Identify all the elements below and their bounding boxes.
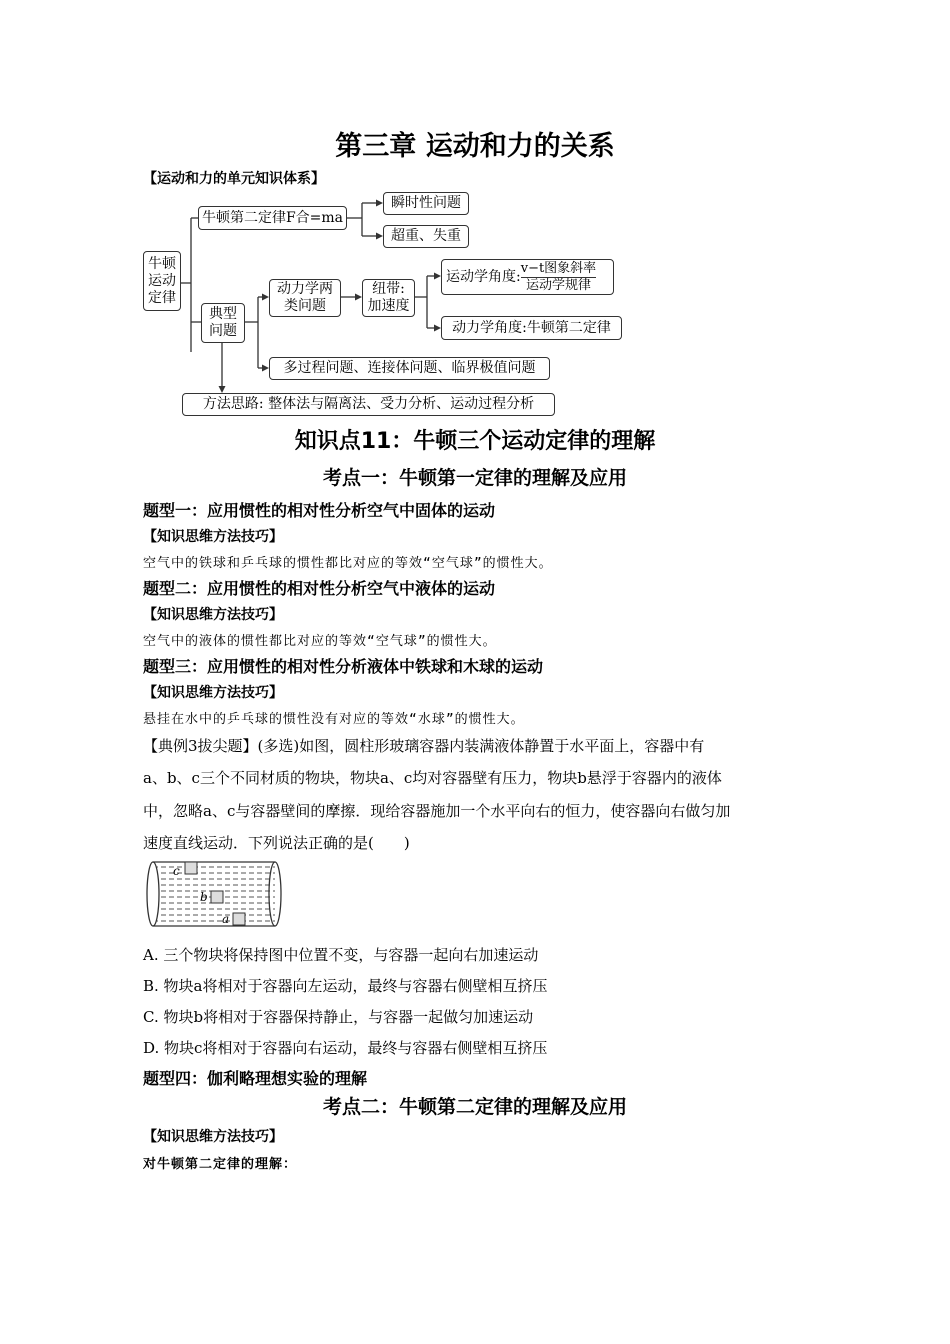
link-box xyxy=(362,279,415,317)
text-4: 对牛顿第二定律的理解： xyxy=(143,1157,298,1172)
tixing-4-heading: 题型四：伽利略理想实验的理解 xyxy=(143,1069,368,1088)
page-title: 第三章 运动和力的关系 xyxy=(335,131,615,162)
example-line-3: 中，忽略a、c与容器壁间的摩擦．现给容器施加一个水平向右的恒力，使容器向右做匀加 xyxy=(143,802,731,820)
text-1: 空气中的铁球和乒乓球的惯性都比对应的等效“空气球”的惯性大。 xyxy=(143,556,553,571)
tixing-1-heading: 题型一：应用惯性的相对性分析空气中固体的运动 xyxy=(143,501,496,520)
overweight-label: 超重、失重 xyxy=(391,228,461,244)
link-label: 纽带:加速度 xyxy=(367,281,410,314)
kinematics-top: v−t图象斜率 xyxy=(520,260,597,276)
unit-system-label: 【运动和力的单元知识体系】 xyxy=(143,171,325,187)
root-box xyxy=(143,251,181,311)
option-c: C. 物块b将相对于容器保持静止，与容器一起做匀加速运动 xyxy=(143,1008,534,1026)
dynamics-box xyxy=(441,316,622,340)
root-label: 牛顿运动定律 xyxy=(148,255,176,306)
label-a: a xyxy=(222,912,230,926)
option-d: D. 物块c将相对于容器向右运动，最终与容器右侧壁相互挤压 xyxy=(143,1039,548,1057)
option-a: A. 三个物块将保持图中位置不变，与容器一起向右加速运动 xyxy=(143,946,539,964)
method-box xyxy=(182,393,555,416)
kinematics-prefix: 运动学角度: xyxy=(446,268,521,285)
two-types-box xyxy=(269,279,341,317)
knowledge-point-heading: 知识点11：牛顿三个运动定律的理解 xyxy=(294,429,656,454)
example-line-2: a、b、c三个不同材质的物块，物块a、c均对容器壁有压力，物块b悬浮于容器内的液体 xyxy=(143,769,722,787)
dynamics-label: 动力学角度:牛顿第二定律 xyxy=(452,319,611,336)
label-c: c xyxy=(173,864,180,878)
text-3: 悬挂在水中的乒乓球的惯性没有对应的等效“水球”的惯性大。 xyxy=(143,712,525,727)
instant-box xyxy=(383,192,469,215)
typical-box xyxy=(201,303,245,343)
tips-4: 【知识思维方法技巧】 xyxy=(143,1129,283,1145)
kinematics-fraction xyxy=(521,261,596,294)
example-line-1: 【典例3拔尖题】(多选)如图，圆柱形玻璃容器内装满液体静置于水平面上，容器中有 xyxy=(143,737,705,755)
multi-label: 多过程问题、连接体问题、临界极值问题 xyxy=(283,360,536,376)
tixing-3-heading: 题型三：应用惯性的相对性分析液体中铁球和木球的运动 xyxy=(143,657,544,676)
option-b: B. 物块a将相对于容器向左运动，最终与容器右侧壁相互挤压 xyxy=(143,977,548,995)
multi-box xyxy=(269,357,550,380)
tixing-2-heading: 题型二：应用惯性的相对性分析空气中液体的运动 xyxy=(143,579,496,598)
second-law-box xyxy=(198,206,347,230)
cylinder-drawing xyxy=(145,858,287,930)
kinematics-box xyxy=(441,259,614,295)
cylinder-figure xyxy=(145,858,287,930)
method-label: 方法思路: 整体法与隔离法、受力分析、运动过程分析 xyxy=(202,396,535,412)
tips-1: 【知识思维方法技巧】 xyxy=(143,529,283,545)
example-line-4: 速度直线运动．下列说法正确的是( ) xyxy=(143,834,410,852)
tips-3: 【知识思维方法技巧】 xyxy=(143,685,283,701)
text-2: 空气中的液体的惯性都比对应的等效“空气球”的惯性大。 xyxy=(143,634,497,649)
overweight-box xyxy=(383,225,469,248)
typical-label: 典型问题 xyxy=(209,306,237,339)
second-law-label: 牛顿第二定律F合=ma xyxy=(201,209,344,226)
kaodian-1-heading: 考点一：牛顿第一定律的理解及应用 xyxy=(322,467,627,489)
kaodian-2-heading: 考点二：牛顿第二定律的理解及应用 xyxy=(322,1096,627,1118)
label-b: b xyxy=(200,890,208,904)
instant-label: 瞬时性问题 xyxy=(391,195,461,211)
two-types-label: 动力学两类问题 xyxy=(277,281,333,314)
kinematics-bottom: 运动学规律 xyxy=(525,277,591,293)
tips-2: 【知识思维方法技巧】 xyxy=(143,607,283,623)
